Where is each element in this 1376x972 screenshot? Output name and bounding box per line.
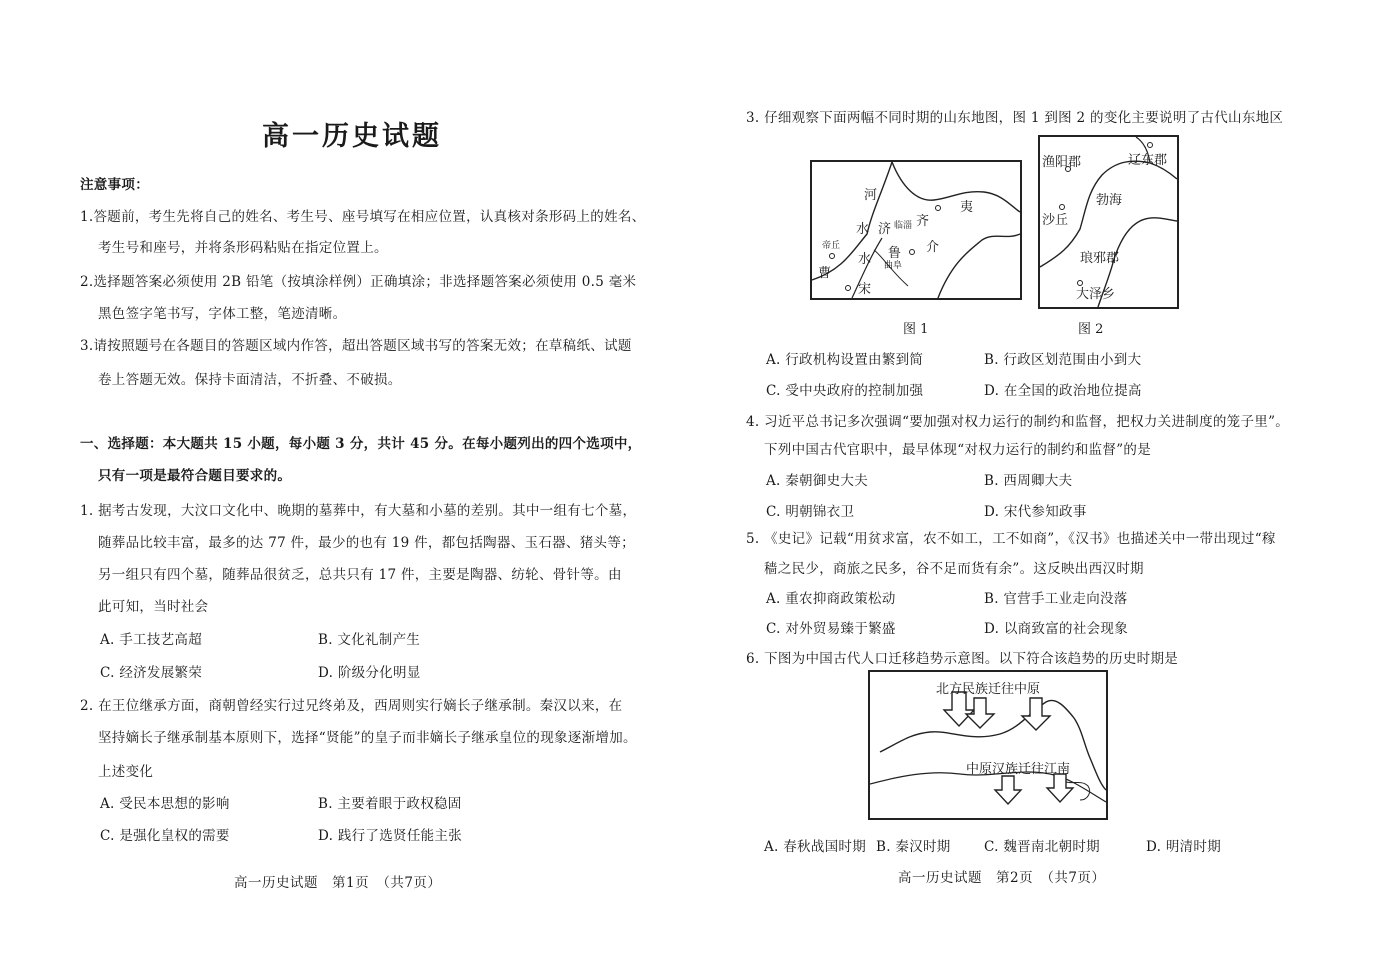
q2-stem: 坚持嫡长子继承制基本原则下，选择“贤能”的皇子而非嫡长子继承皇位的现象逐渐增加。 [98,730,637,746]
page-footer: 高一历史试题 第1页 （共7页） [234,875,442,891]
q2-option-c[interactable]: C. 是强化皇权的需要 [100,828,230,844]
q4-option-b[interactable]: B. 西周卿大夫 [984,473,1073,489]
map-1-label: 临淄 [894,221,913,231]
q4-stem: 4. 习近平总书记多次强调“要加强对权力运行的制约和监督，把权力关进制度的笼子里”。 [746,414,1290,430]
q5-stem: 5. 《史记》记载“用贫求富，农不如工，工不如商”，《汉书》也描述关中一带出现过“稼 [746,531,1276,547]
migration-label-north: 北方民族迁往中原 [936,682,1041,697]
q4-stem: 下列中国古代官职中，最早体现“对权力运行的制约和监督”的是 [764,442,1152,458]
q4-option-c[interactable]: C. 明朝锦衣卫 [766,504,855,520]
q6-option-c[interactable]: C. 魏晋南北朝时期 [984,839,1100,855]
map-2-label: 渔阳郡 [1042,155,1082,170]
q5-option-a[interactable]: A. 重农抑商政策松动 [766,591,896,607]
q6-migration-map [868,670,1108,820]
q1-option-a[interactable]: A. 手工技艺高超 [100,632,203,648]
q2-option-a[interactable]: A. 受民本思想的影响 [100,796,230,812]
map-1-label: 帝丘 [822,241,841,251]
notice-line: 考生号和座号，并将条形码粘贴在指定位置上。 [98,240,388,256]
map-2-label: 勃海 [1096,193,1123,208]
q1-option-b[interactable]: B. 文化礼制产生 [318,632,421,648]
q1-option-c[interactable]: C. 经济发展繁荣 [100,665,203,681]
q5-option-c[interactable]: C. 对外贸易臻于繁盛 [766,621,896,637]
notice-line: 黑色签字笔书写，字体工整，笔迹清晰。 [98,306,347,322]
map-1-label: 鲁 [888,246,902,261]
map-1-label: 介 [926,240,940,255]
notice-heading: 注意事项： [80,177,149,193]
q3-map-1 [810,160,1022,300]
page-2 [688,0,1376,972]
q6-option-d[interactable]: D. 明清时期 [1146,839,1222,855]
q6-option-b[interactable]: B. 秦汉时期 [876,839,951,855]
map-1-label: 曲阜 [884,261,903,271]
map-2-label: 琅邪郡 [1080,251,1120,266]
q2-stem: 2. 在王位继承方面，商朝曾经实行过兄终弟及，西周则实行嫡长子继承制。秦汉以来，在 [80,698,623,714]
q2-option-d[interactable]: D. 践行了选贤任能主张 [318,828,463,844]
q2-option-b[interactable]: B. 主要着眼于政权稳固 [318,796,462,812]
q1-stem: 随葬品比较丰富，最多的达 77 件，最少的也有 19 件，都包括陶器、玉石器、猪头等； [98,535,635,551]
q3-option-c[interactable]: C. 受中央政府的控制加强 [766,383,924,399]
notice-line: 3.请按照题号在各题目的答题区域内作答，超出答题区域书写的答案无效；在草稿纸、试题 [80,338,632,354]
map-1-graphic [812,162,1020,298]
notice-line: 2.选择题答案必须使用 2B 铅笔（按填涂样例）正确填涂；非选择题答案必须使用 0.5 毫米 [80,274,637,290]
q2-stem: 上述变化 [98,764,154,780]
q3-option-b[interactable]: B. 行政区划范围由小到大 [984,352,1142,368]
q5-stem: 穑之民少，商旅之民多，谷不足而货有余”。这反映出西汉时期 [764,561,1144,577]
q3-map-2 [1038,135,1179,309]
q5-option-d[interactable]: D. 以商致富的社会现象 [984,621,1129,637]
map-2-label: 大泽乡 [1076,287,1116,302]
map-1-caption: 图 1 [903,322,929,337]
map-1-label: 宋 [858,282,872,297]
q4-option-d[interactable]: D. 宋代参知政事 [984,504,1087,520]
map-1-label: 济 [878,222,892,237]
page-footer: 高一历史试题 第2页 （共7页） [898,870,1106,886]
q1-stem: 另一组只有四个墓，随葬品很贫乏，总共只有 17 件，主要是陶器、纺轮、骨针等。由 [98,567,622,583]
q3-option-a[interactable]: A. 行政机构设置由繁到简 [766,352,924,368]
map-2-label: 沙丘 [1042,213,1069,228]
map-1-label: 水 [856,222,870,237]
section-heading-cont: 只有一项是最符合题目要求的。 [98,468,292,484]
q1-stem: 1. 据考古发现，大汶口文化中、晚期的墓葬中，有大墓和小墓的差别。其中一组有七个墓， [80,503,637,519]
q3-option-d[interactable]: D. 在全国的政治地位提高 [984,383,1142,399]
exam-title: 高一历史试题 [262,121,442,152]
q3-stem: 3. 仔细观察下面两幅不同时期的山东地图，图 1 到图 2 的变化主要说明了古代山东地区 [746,110,1284,126]
q1-stem: 此可知，当时社会 [98,599,209,615]
map-2-caption: 图 2 [1078,322,1104,337]
map-1-label: 夷 [960,200,974,215]
q6-stem: 6. 下图为中国古代人口迁移趋势示意图。以下符合该趋势的历史时期是 [746,651,1179,667]
migration-label-south: 中原汉族迁往江南 [966,762,1071,777]
map-1-label: 河 [864,188,878,203]
q4-option-a[interactable]: A. 秦朝御史大夫 [766,473,869,489]
map-1-label: 水 [858,252,872,267]
q5-option-b[interactable]: B. 官营手工业走向没落 [984,591,1128,607]
notice-line: 卷上答题无效。保持卡面清洁，不折叠、不破损。 [98,372,402,388]
map-1-label: 曹 [818,266,832,281]
section-heading: 一、选择题：本大题共 15 小题，每小题 3 分，共计 45 分。在每小题列出的四个选项中， [80,436,642,452]
q6-option-a[interactable]: A. 春秋战国时期 [764,839,867,855]
map-1-label: 齐 [916,214,930,229]
q1-option-d[interactable]: D. 阶级分化明显 [318,665,421,681]
map-2-label: 辽东郡 [1128,153,1168,168]
notice-line: 1.答题前，考生先将自己的姓名、考生号、座号填写在相应位置，认真核对条形码上的姓名、 [80,209,646,225]
